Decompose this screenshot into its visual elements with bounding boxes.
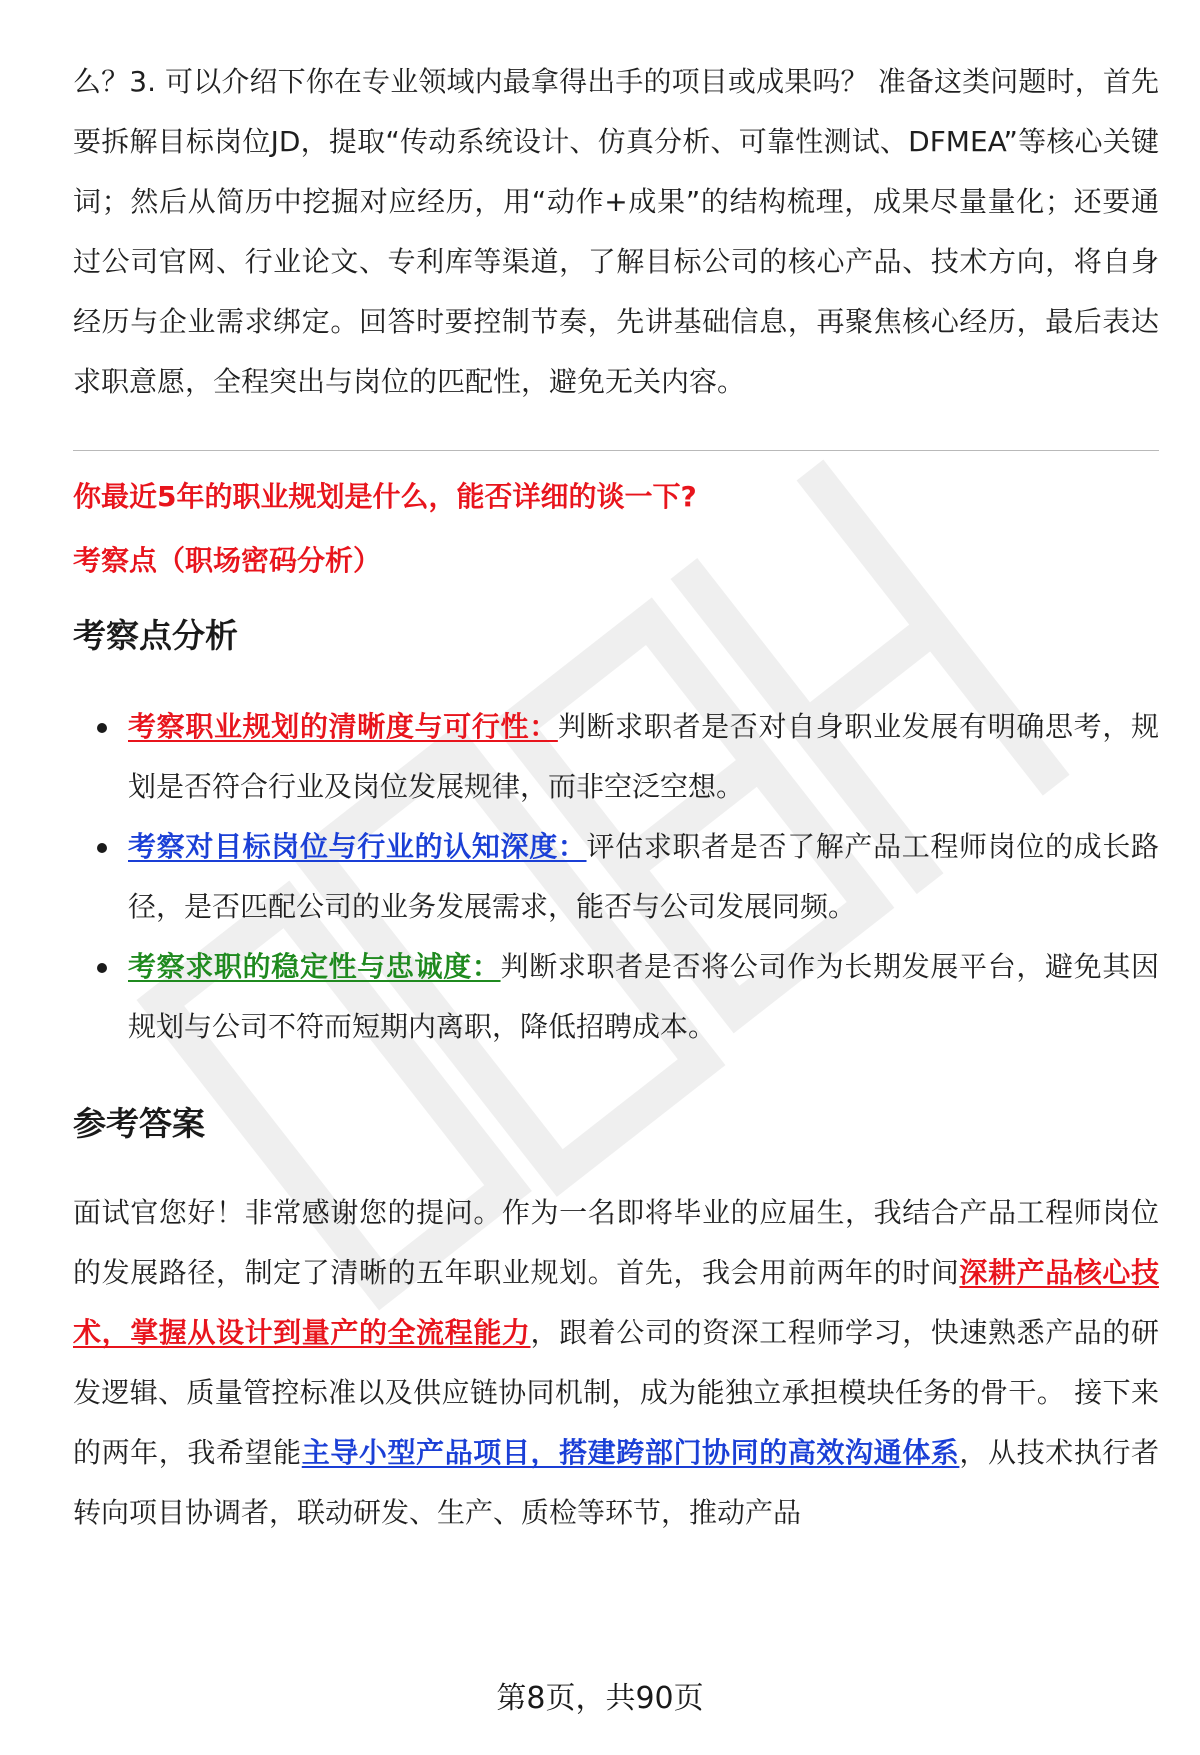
analysis-item-highlight: 考察求职的稳定性与忠诚度： xyxy=(128,950,501,983)
answer-highlight: 主导小型产品项目，搭建跨部门协同的高效沟通体系 xyxy=(301,1436,960,1469)
analysis-item xyxy=(73,937,1159,1057)
answer-text: ，跟着公司的资深工程师学习，快速熟悉产品的研发逻辑、质量管控标准以及供应链协同机制，成为能独立承担模块任务的骨干。 接下来的两年，我希望能 xyxy=(73,1316,1159,1469)
analysis-list xyxy=(73,697,1159,1057)
analysis-item-highlight: 考察职业规划的清晰度与可行性： xyxy=(128,710,558,743)
reference-answer-heading: 参考答案 xyxy=(73,1104,205,1143)
analysis-item xyxy=(73,697,1159,817)
analysis-item xyxy=(73,817,1159,937)
analysis-heading: 考察点分析 xyxy=(73,616,238,655)
bullet-icon xyxy=(97,843,107,853)
intro-paragraph: 么？3. 可以介绍下你在专业领域内最拿得出手的项目或成果吗？ 准备这类问题时，首先要拆解目标岗位JD，提取“传动系统设计、仿真分析、可靠性测试、DFMEA”等核心关键词；然后从简历中挖掘对应经历，用“动作+成果”的结构梳理，成果尽量量化；还要通过公司官网、行业论文、专利库等渠道，了解目标公司的核心产品、技术方向，将自身经历与企业需求绑定。回答时要控制节奏，先讲基础信息，再聚焦核心经历，最后表达求职意愿，全程突出与岗位的匹配性，避免无关内容。 xyxy=(73,65,1159,398)
assessment-subnote: 考察点（职场密码分析） xyxy=(73,544,382,577)
answer-text: 面试官您好！非常感谢您的提问。作为一名即将毕业的应届生，我结合产品工程师岗位的发展路径，制定了清晰的五年职业规划。首先，我会用前两年的时间 xyxy=(73,1196,1159,1289)
analysis-item-text: 评估求职者是否了解产品工程师岗位的成长路径，是否匹配公司的业务发展需求，能否与公司发展同频。 xyxy=(128,830,1159,923)
analysis-item-highlight: 考察对目标岗位与行业的认知深度： xyxy=(128,830,587,863)
page-footer: 第8页，共90页 xyxy=(496,1681,704,1716)
answer-highlight: 深耕产品核心技术，掌握从设计到量产的全流程能力 xyxy=(73,1256,1159,1349)
interview-question: 你最近5年的职业规划是什么，能否详细的谈一下? xyxy=(73,480,697,513)
bullet-icon xyxy=(97,963,107,973)
section-divider xyxy=(73,450,1159,451)
reference-answer-paragraph xyxy=(73,1183,1159,1543)
analysis-item-text: 判断求职者是否对自身职业发展有明确思考，规划是否符合行业及岗位发展规律，而非空泛空想。 xyxy=(128,710,1159,803)
answer-text: ，从技术执行者转向项目协调者，联动研发、生产、质检等环节，推动产品 xyxy=(73,1436,1159,1529)
analysis-item-text: 判断求职者是否将公司作为长期发展平台，避免其因规划与公司不符而短期内离职，降低招聘成本。 xyxy=(128,950,1159,1043)
bullet-icon xyxy=(97,723,107,733)
document-page xyxy=(73,52,1159,1543)
